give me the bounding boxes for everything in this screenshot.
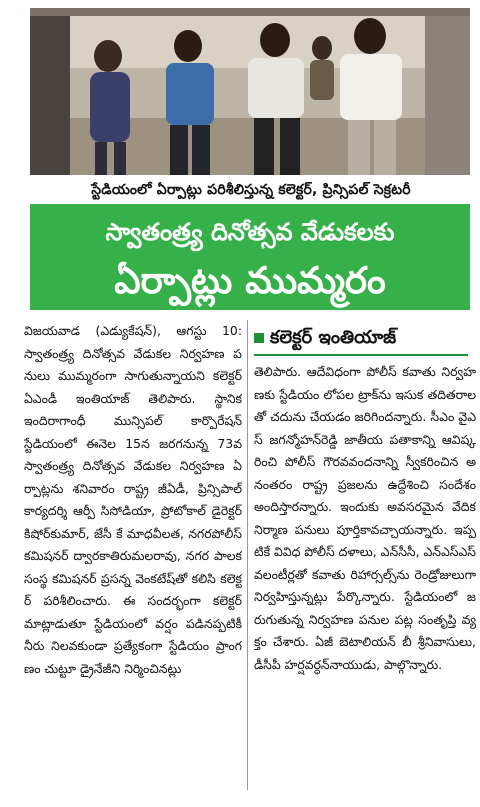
kicker-text: కలెక్టర్ ఇంతియాజ్ — [270, 327, 397, 348]
article-column-left — [24, 320, 242, 788]
article-column-right — [254, 361, 476, 791]
subheading-kicker — [254, 322, 468, 356]
photo-inspection-icon — [30, 8, 470, 175]
headline-banner — [30, 204, 470, 310]
article-text-left: విజయవాడ (ఎడ్యుకేషన్), ఆగస్టు 10: స్వాతంత్ర్య దినోత్సవ వేడుకల నిర్వహణ పనులు ముమ్మరంగా సాగుతున్నాయని కలెక్టర్ ఏఎండీ ఇంతియాజ్ తెలిపారు. స్థానిక ఇందిరాగాంధీ మున్సిపల్ కార్పొరేషన్ స్టేడియంలో ఈనెల 15న జరగనున్న 73వ స్వాతంత్ర్య దినోత్సవ వేడుకల నిర్వహణ ఏర్పాట్లను శనివారం రాష్ట్ర జీఏడీ, ప్రిన్సిపాల్ కార్యదర్శి ఆర్పీ సిసోడియా, ప్రోటోకాల్ డైరెక్టర్ కిషోర్‌కుమార్, జేసీ కే మాధవీలత, నగరపోలీస్ కమిషనర్ ద్వారకాతిరుమలరావు, నగర పాలక సంస్థ కమిషనర్ ప్రసన్న వెంకటేష్‌తో కలిసి కలెక్టర్ పరిశీలించారు. ఈ సందర్భంగా కలెక్టర్ మాట్లాడుతూ స్టేడియంలో వర్షం పడినప్పటికీ నీరు నిలవకుండా ప్రత్యేకంగా స్టేడియం ప్రాంగణం చుట్టూ డ్రైనేజీని నిర్మించినట్లు — [24, 323, 242, 676]
news-photo — [30, 8, 470, 175]
square-bullet-icon — [254, 333, 264, 343]
photo-caption: స్టేడియంలో ఏర్పాట్లు పరిశీలిస్తున్న కలెక్టర్, ప్రిన్సిపల్ సెక్రటరీ — [91, 182, 411, 198]
article-text-right: తెలిపారు. ఆదేవిధంగా పోలీస్ కవాతు నిర్వహణకు స్టేడియం లోపల ట్రాక్‌ను ఇసుక తదితరాలతో చదును చేయడం జరిగిందన్నారు. సీఎం వైఎస్ జగన్మోహన్‌రెడ్డి జాతీయ పతాకాన్ని ఆవిష్కరించి పోలీస్ గౌరవవందనాన్ని స్వీకరించిన అనంతరం రాష్ట్ర ప్రజలను ఉద్దేశించి సందేశం అందిస్తారన్నారు. ఇందుకు అవసరమైన వేదిక నిర్మాణ పనులు పూర్తికావచ్చాయన్నారు. ఇప్పటికే వివిధ పోలీస్ దళాలు, ఎన్‌సీసీ, ఎన్‌ఎస్‌ఎస్ వలంటీర్లతో కవాతు రిహార్సల్స్‌ను రెండ్రోజులుగా నిర్వహిస్తున్నట్లు పేర్కొన్నారు. స్టేడియంలో జరుగుతున్న నిర్వహణ పనుల పట్ల సంతృప్తి వ్యక్తం చేశారు. ఏజీ బెటాలియన్ బీ శ్రీనివాసులు, డీసీపీ హర్షవర్ధన్‌నాయుడు, పాల్గొన్నారు. — [254, 364, 476, 672]
headline-line-2: ఏర్పాట్లు ముమ్మరం — [114, 259, 386, 302]
headline-line-1: స్వాతంత్ర్య దినోత్సవ వేడుకలకు — [105, 218, 395, 246]
column-divider — [247, 320, 248, 790]
